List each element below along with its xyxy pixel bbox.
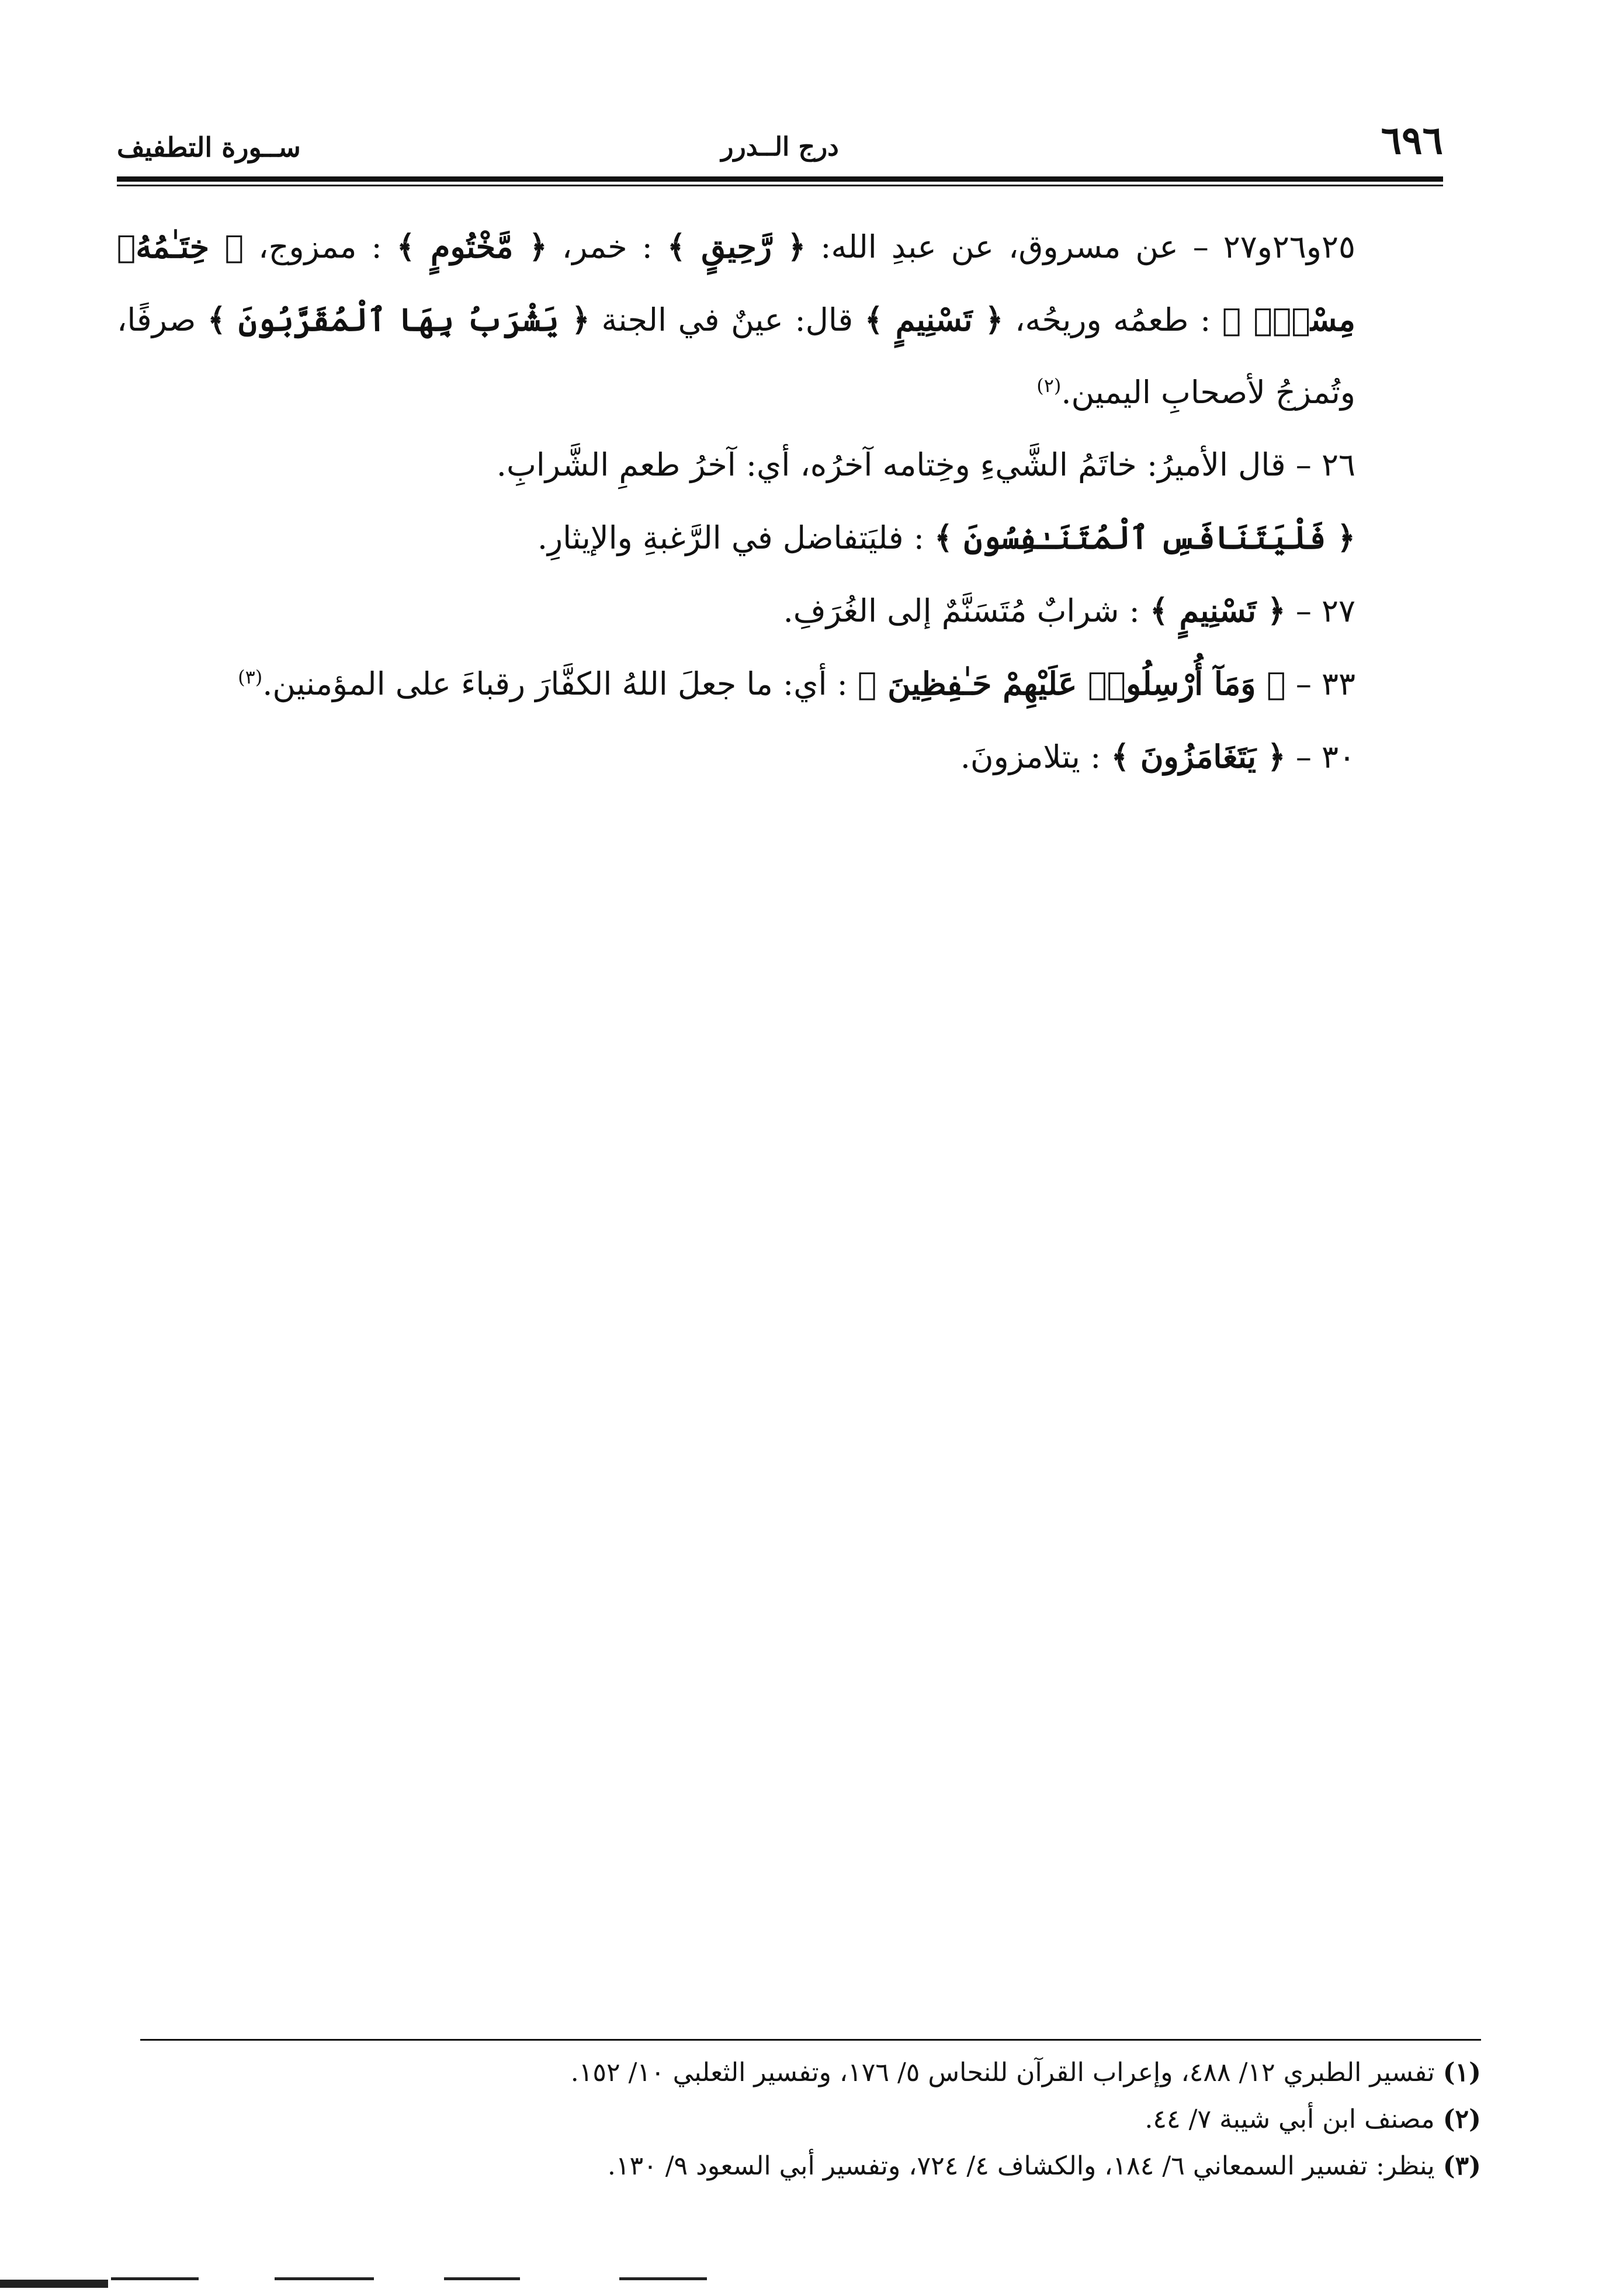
scan-artifact xyxy=(444,2277,520,2280)
footnote-number: (٢) xyxy=(1442,2104,1481,2134)
gloss: قال: عينٌ في الجنة xyxy=(601,301,854,338)
footnote-text: مصنف ابن أبي شيبة ٧/ ٤٤. xyxy=(1145,2104,1435,2134)
scan-artifact xyxy=(0,2280,108,2288)
surah-title: ســورة التطفيف xyxy=(117,131,301,163)
paragraph-verses-25-27 xyxy=(117,210,1461,429)
quran-quote: ﴿ يَشْرَبُ بِهَا ٱلْمُقَرَّبُونَ ﴾ xyxy=(207,301,590,338)
scan-artifact xyxy=(275,2277,374,2280)
gloss: : طعمُه وريحُه، xyxy=(1015,301,1211,338)
page-number: ٦٩٦ xyxy=(1381,117,1443,163)
quran-quote: ﴿ يَتَغَامَزُونَ ﴾ xyxy=(1111,738,1286,775)
paragraph-verse-26 xyxy=(117,429,1461,501)
quran-quote: ﴿ تَسْنِيمٍ ﴾ xyxy=(1150,592,1286,629)
footnote-text: تفسير الطبري ١٢/ ٤٨٨، وإعراب القرآن للنحاس ٥/ ١٧٦، وتفسير الثعلبي ١٠/ ١٥٢. xyxy=(570,2058,1435,2087)
scan-artifact xyxy=(619,2277,707,2280)
header-rule xyxy=(117,176,1443,182)
footnote-1 xyxy=(140,2049,1481,2096)
gloss: : أي: ما جعلَ اللهُ الكفَّارَ رقباءَ على المؤمنين. xyxy=(262,665,848,702)
gloss: صرفًا، وتُمزجُ لأصحابِ اليمين. xyxy=(117,301,1355,411)
scan-artifact xyxy=(111,2277,199,2280)
footnote-separator xyxy=(140,2039,1481,2041)
footnote-2 xyxy=(140,2096,1481,2143)
quran-quote: ﴿ تَسْنِيمٍ ﴾ xyxy=(864,301,1004,338)
quran-quote: ﴿ خِتَـٰمُهُۥ مِسْكٌۚ ﴾ xyxy=(117,228,1355,338)
gloss: : شرابٌ مُتَسَنَّمٌ إلى الغُرَفِ. xyxy=(783,592,1140,629)
main-text xyxy=(117,210,1461,793)
verse-lead: ٢٧ – xyxy=(1295,592,1355,629)
verse-lead: ٣٠ – xyxy=(1295,738,1355,775)
verse-lead: ٣٣ – xyxy=(1295,665,1355,702)
quran-quote: ﴿ وَمَآ أُرْسِلُوا۟ عَلَيْهِمْ حَـٰفِظِينَ ﴾ xyxy=(858,665,1286,702)
header-rule-thin xyxy=(117,185,1443,186)
footnote-number: (١) xyxy=(1442,2058,1481,2087)
paragraph-verse-27 xyxy=(117,574,1461,647)
paragraph-competition xyxy=(117,501,1461,574)
footnote-3 xyxy=(140,2143,1481,2190)
paragraph-verse-33 xyxy=(117,647,1461,720)
footnotes xyxy=(140,2049,1481,2190)
quran-quote: ﴿ رَّحِيقٍ ﴾ xyxy=(667,228,806,265)
footnote-ref-3[interactable]: (٣) xyxy=(238,666,263,688)
gloss: : فليَتفاضل في الرَّغبةِ والإيثارِ. xyxy=(537,519,924,556)
footnote-text: ينظر: تفسير السمعاني ٦/ ١٨٤، والكشاف ٤/ ٧٢٤، وتفسير أبي السعود ٩/ ١٣٠. xyxy=(607,2151,1435,2181)
gloss: : ممزوج، xyxy=(258,228,382,265)
gloss: : يتلامزونَ. xyxy=(960,738,1101,775)
quran-quote: ﴿ فَلْيَتَنَافَسِ ٱلْمُتَنَـٰفِسُونَ ﴾ xyxy=(934,519,1355,556)
gloss: : خمر، xyxy=(561,228,653,265)
book-title: درج الــدرر xyxy=(721,132,839,162)
quran-quote: ﴿ مَّخْتُومٍ ﴾ xyxy=(396,228,547,265)
verse-lead: ٢٥و٢٦و٢٧ – عن مسروق، عن عبدِ الله: xyxy=(820,228,1355,265)
footnote-ref-2[interactable]: (٢) xyxy=(1036,374,1062,397)
running-header xyxy=(117,114,1443,178)
footnote-number: (٣) xyxy=(1442,2151,1481,2181)
commentary-text: ٢٦ – قال الأميرُ: خاتَمُ الشَّيءِ وخِتامه آخرُه، أي: آخرُ طعمِ الشَّرابِ. xyxy=(496,446,1355,483)
paragraph-verse-30 xyxy=(117,720,1461,793)
